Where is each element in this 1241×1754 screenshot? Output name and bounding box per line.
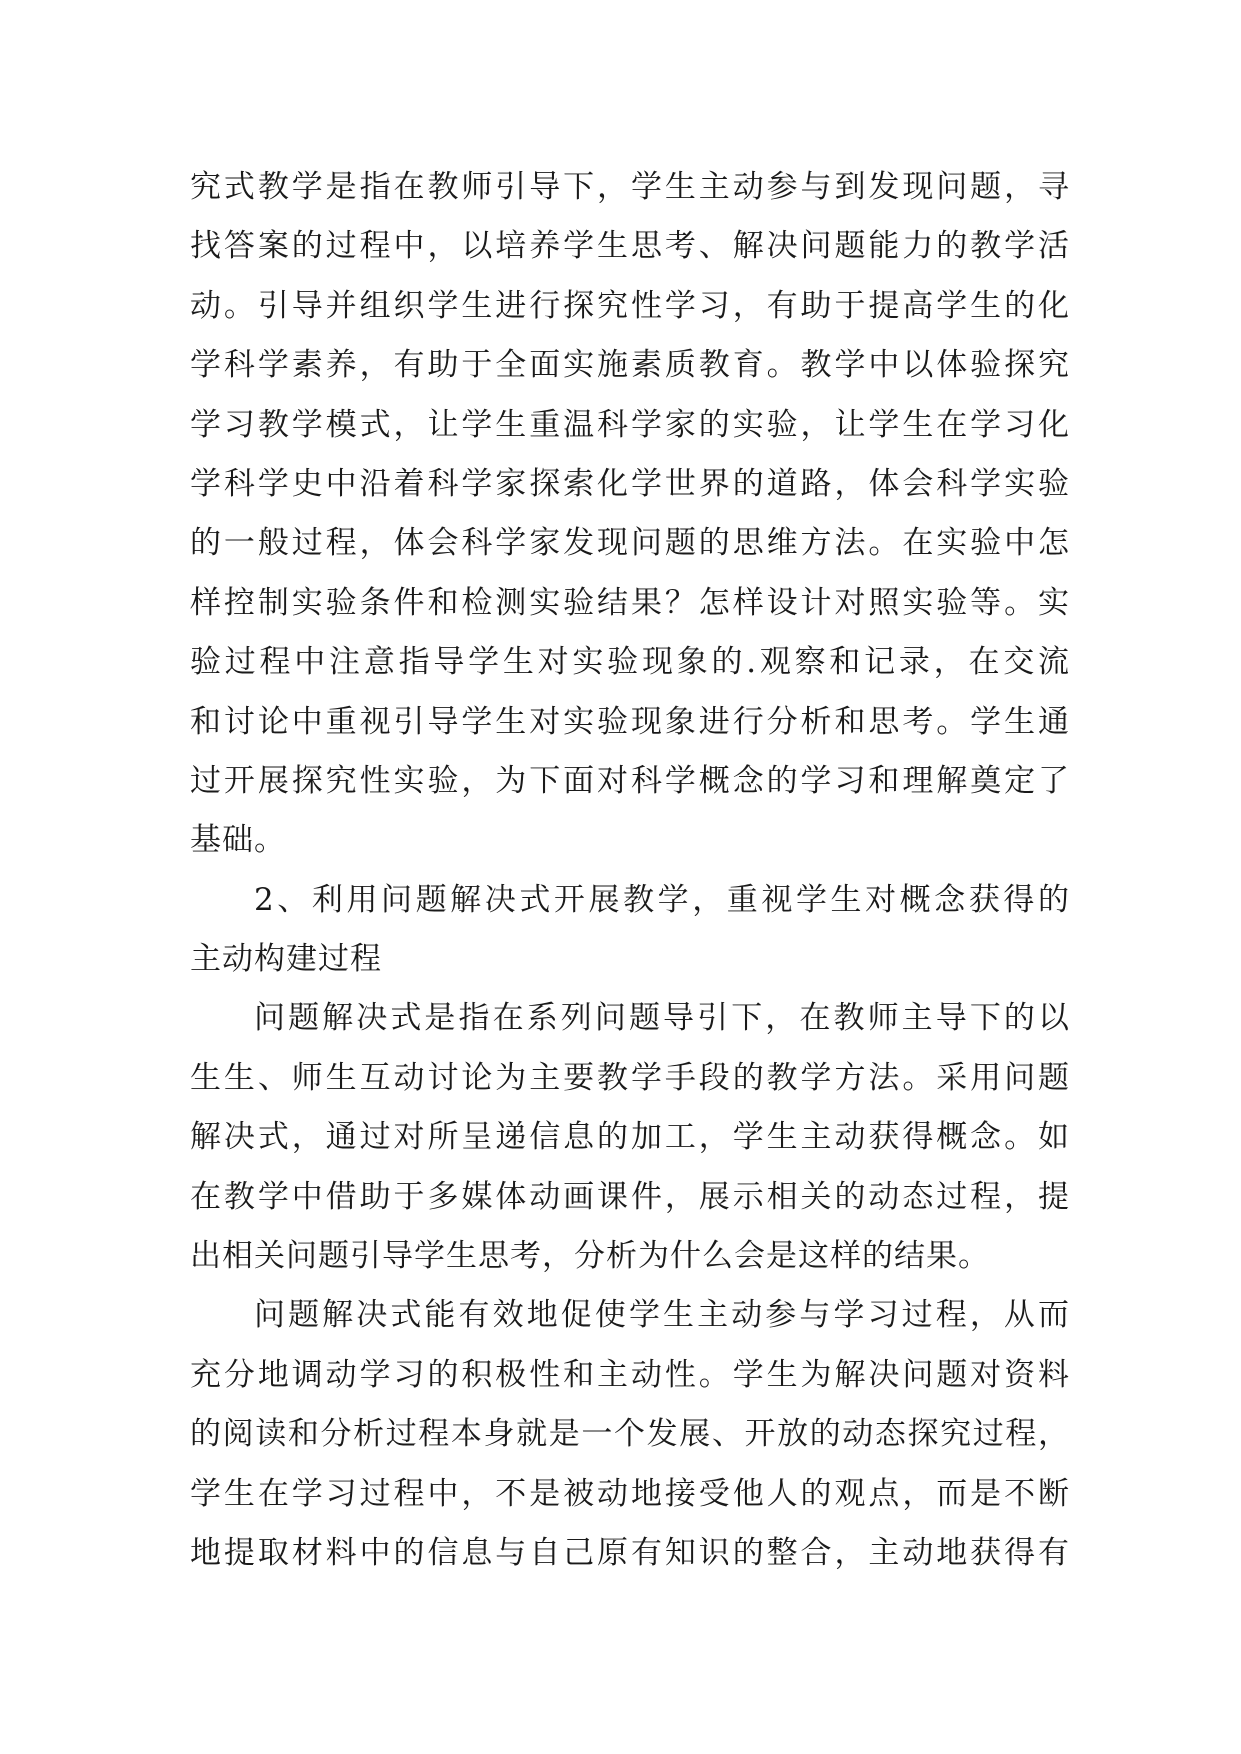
- text-line: 验过程中注意指导学生对实验现象的.观察和记录，在交流: [190, 644, 1070, 681]
- text-line: 学科学素养，有助于全面实施素质教育。教学中以体验探究: [190, 347, 1070, 384]
- text-line: 生生、师生互动讨论为主要教学手段的教学方法。采用问题: [190, 1059, 1070, 1096]
- text-line: 学生在学习过程中，不是被动地接受他人的观点，而是不断: [190, 1475, 1070, 1512]
- text-line: 学科学史中沿着科学家探索化学世界的道路，体会科学实验: [190, 465, 1070, 502]
- text-line: 过开展探究性实验，为下面对科学概念的学习和理解奠定了: [190, 762, 1070, 799]
- text-line: 充分地调动学习的积极性和主动性。学生为解决问题对资料: [190, 1356, 1070, 1393]
- text-line: 在教学中借助于多媒体动画课件，展示相关的动态过程，提: [190, 1178, 1070, 1215]
- text-line: 样控制实验条件和检测实验结果？怎样设计对照实验等。实: [190, 584, 1070, 621]
- text-line: 地提取材料中的信息与自己原有知识的整合，主动地获得有: [190, 1534, 1070, 1571]
- body-text: [190, 158, 1070, 1583]
- text-line: 的一般过程，体会科学家发现问题的思维方法。在实验中怎: [190, 525, 1070, 562]
- paragraph-problem-solving-benefits: [190, 1286, 1070, 1583]
- paragraph-inquiry-teaching: [190, 158, 1070, 871]
- heading-line: 2、利用问题解决式开展教学，重视学生对概念获得的: [254, 881, 1070, 918]
- text-line: 问题解决式能有效地促使学生主动参与学习过程，从而: [254, 1297, 1070, 1334]
- text-line: 究式教学是指在教师引导下，学生主动参与到发现问题，寻: [190, 169, 1070, 205]
- text-line: 和讨论中重视引导学生对实验现象进行分析和思考。学生通: [190, 703, 1070, 740]
- text-line: 出相关问题引导学生思考，分析为什么会是这样的结果。: [190, 1238, 990, 1275]
- text-line: 的阅读和分析过程本身就是一个发展、开放的动态探究过程，: [190, 1416, 1070, 1453]
- text-line: 动。引导并组织学生进行探究性学习，有助于提高学生的化: [190, 287, 1070, 324]
- text-line: 解决式，通过对所呈递信息的加工，学生主动获得概念。如: [190, 1119, 1070, 1156]
- text-line: 找答案的过程中，以培养学生思考、解决问题能力的教学活: [190, 228, 1070, 265]
- text-line: 基础。: [190, 822, 286, 859]
- section-heading-2: [190, 871, 1070, 990]
- text-line: 问题解决式是指在系列问题导引下，在教师主导下的以: [254, 1000, 1070, 1037]
- heading-line: 主动构建过程: [190, 941, 382, 978]
- text-line: 学习教学模式，让学生重温科学家的实验，让学生在学习化: [190, 406, 1070, 443]
- paragraph-problem-solving-definition: [190, 989, 1070, 1286]
